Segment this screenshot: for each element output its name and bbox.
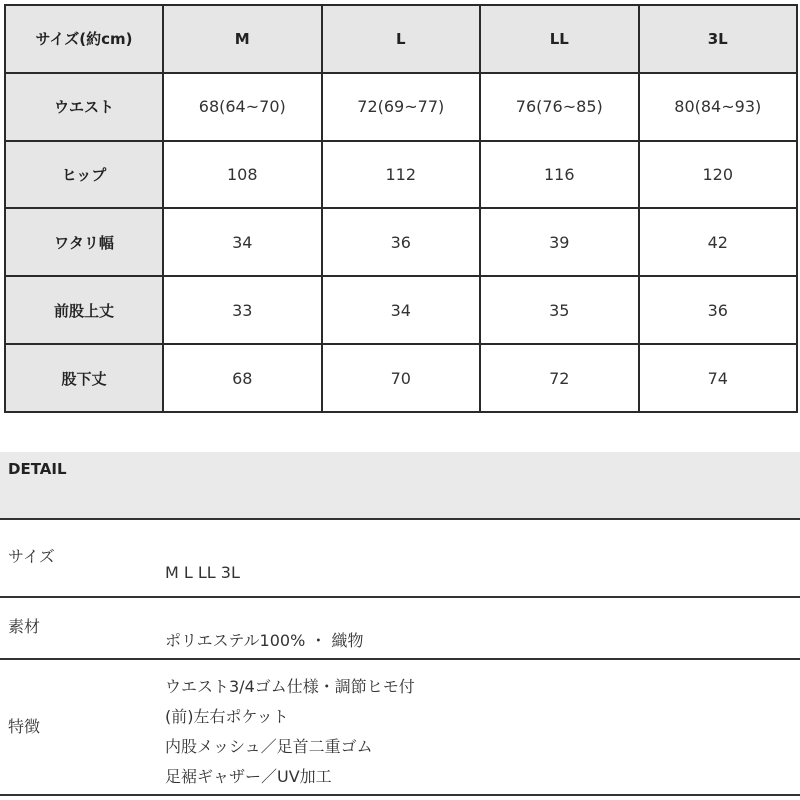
table-cell: 35 xyxy=(480,276,639,344)
table-row-waist xyxy=(5,73,797,141)
feature-item: 足裾ギャザー／UV加工 xyxy=(165,767,332,786)
row-label-hip: ヒップ xyxy=(5,141,163,209)
detail-label-material: 素材 xyxy=(8,617,41,636)
detail-label-features: 特徴 xyxy=(8,717,41,736)
table-cell: 36 xyxy=(639,276,798,344)
table-cell: 76(76~85) xyxy=(480,73,639,141)
table-row-hip xyxy=(5,141,797,209)
table-cell: 74 xyxy=(639,344,798,412)
feature-item: 内股メッシュ／足首二重ゴム xyxy=(165,737,373,756)
table-cell: 116 xyxy=(480,141,639,209)
row-label-front-rise: 前股上丈 xyxy=(5,276,163,344)
table-row-inseam xyxy=(5,344,797,412)
table-cell: 68(64~70) xyxy=(163,73,322,141)
feature-item: (前)左右ポケット xyxy=(165,707,289,726)
row-label-thigh: ワタリ幅 xyxy=(5,208,163,276)
size-header-row xyxy=(5,5,797,73)
size-header-l: L xyxy=(322,5,481,73)
size-header-3l: 3L xyxy=(639,5,798,73)
row-label-waist: ウエスト xyxy=(5,73,163,141)
table-cell: 34 xyxy=(322,276,481,344)
table-cell: 36 xyxy=(322,208,481,276)
divider xyxy=(0,596,800,598)
detail-row-features xyxy=(0,662,800,794)
feature-item: ウエスト3/4ゴム仕様・調節ヒモ付 xyxy=(165,677,415,696)
detail-row-material xyxy=(0,600,800,658)
table-cell: 108 xyxy=(163,141,322,209)
detail-value-size: M L LL 3L xyxy=(165,563,240,582)
divider xyxy=(0,658,800,660)
table-cell: 34 xyxy=(163,208,322,276)
detail-label-size: サイズ xyxy=(8,547,55,566)
table-cell: 33 xyxy=(163,276,322,344)
size-header-m: M xyxy=(163,5,322,73)
table-row-thigh xyxy=(5,208,797,276)
row-label-inseam: 股下丈 xyxy=(5,344,163,412)
table-cell: 112 xyxy=(322,141,481,209)
size-header-label: サイズ(約cm) xyxy=(5,5,163,73)
detail-header xyxy=(0,452,800,520)
detail-row-size xyxy=(0,530,800,596)
divider xyxy=(0,794,800,796)
detail-title: DETAIL xyxy=(8,460,67,478)
table-cell: 120 xyxy=(639,141,798,209)
table-cell: 70 xyxy=(322,344,481,412)
table-cell: 72(69~77) xyxy=(322,73,481,141)
table-cell: 42 xyxy=(639,208,798,276)
detail-value-material: ポリエステル100% ・ 織物 xyxy=(165,631,364,650)
table-cell: 80(84~93) xyxy=(639,73,798,141)
size-table xyxy=(4,4,798,413)
size-header-ll: LL xyxy=(480,5,639,73)
table-cell: 68 xyxy=(163,344,322,412)
table-row-front-rise xyxy=(5,276,797,344)
table-cell: 72 xyxy=(480,344,639,412)
table-cell: 39 xyxy=(480,208,639,276)
